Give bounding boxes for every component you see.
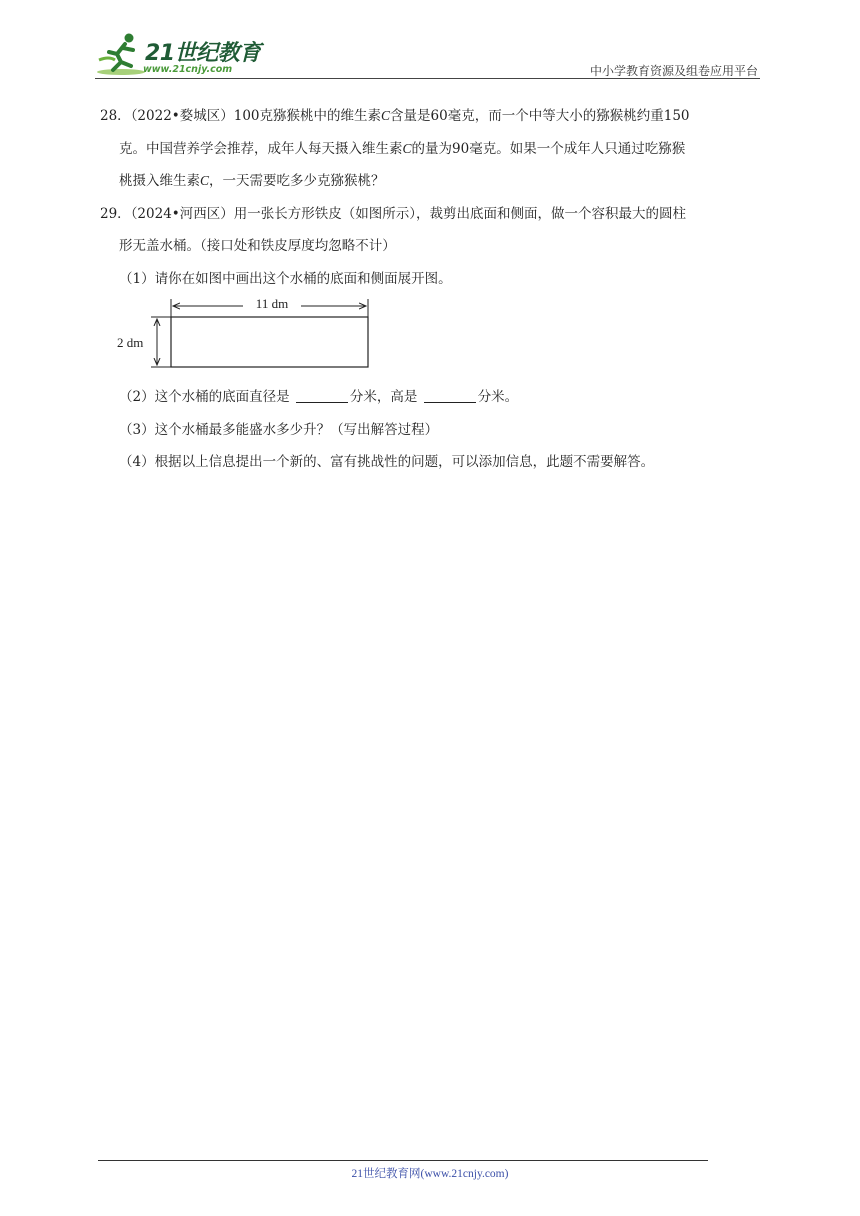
q29-line1: 29．（2024•河西区）用一张长方形铁皮（如图所示），裁剪出底面和侧面，做一个容积最大的圆柱: [100, 205, 687, 222]
q29-sub3: （3）这个水桶最多能盛水多少升？（写出解答过程）: [119, 421, 439, 438]
q29-sub2: （2）这个水桶的底面直径是 分米，高是 分米。: [119, 389, 519, 405]
width-label: 11 dm: [255, 297, 289, 311]
logo: [95, 30, 265, 78]
rectangle-figure: [117, 297, 377, 377]
iron-sheet-rectangle: [171, 317, 368, 367]
q28-line1: 28．（2022•婺城区）100克猕猴桃中的维生素C含量是60毫克，而一个中等大小的猕猴桃约重150: [100, 108, 690, 124]
q28-line2: 克。中国营养学会推荐，成年人每天摄入维生素C的量为90毫克。如果一个成年人只通过吃猕猴: [119, 140, 686, 157]
height-label: 2 dm: [117, 335, 144, 350]
page-footer: 21世纪教育网(www.21cnjy.com): [351, 1168, 509, 1180]
logo-url: www.21cnjy.com: [143, 64, 233, 75]
q29-sub4: （4）根据以上信息提出一个新的、富有挑战性的问题，可以添加信息，此题不需要解答。: [119, 454, 655, 470]
question-content: [100, 100, 780, 479]
header-divider: [95, 78, 760, 79]
q29-number: 29．: [100, 205, 131, 222]
footer-divider: [98, 1160, 708, 1161]
answer-blank-diameter[interactable]: [296, 388, 348, 403]
q29-sub1: （1）请你在如图中画出这个水桶的底面和侧面展开图。: [119, 270, 452, 287]
q28-number: 28．: [100, 108, 131, 124]
header-title: 中小学教育资源及组卷应用平台: [589, 64, 758, 78]
page-header: [95, 30, 760, 78]
q29-line2: 形无盖水桶。（接口处和铁皮厚度均忽略不计）: [119, 238, 396, 254]
runner-logo-icon: [95, 30, 147, 78]
rectangle-diagram: [117, 297, 377, 377]
answer-blank-height[interactable]: [424, 388, 476, 403]
logo-text: 21世纪教育: [145, 41, 261, 66]
q28-line3: 桃摄入维生素C，一天需要吃多少克猕猴桃？: [119, 173, 385, 189]
